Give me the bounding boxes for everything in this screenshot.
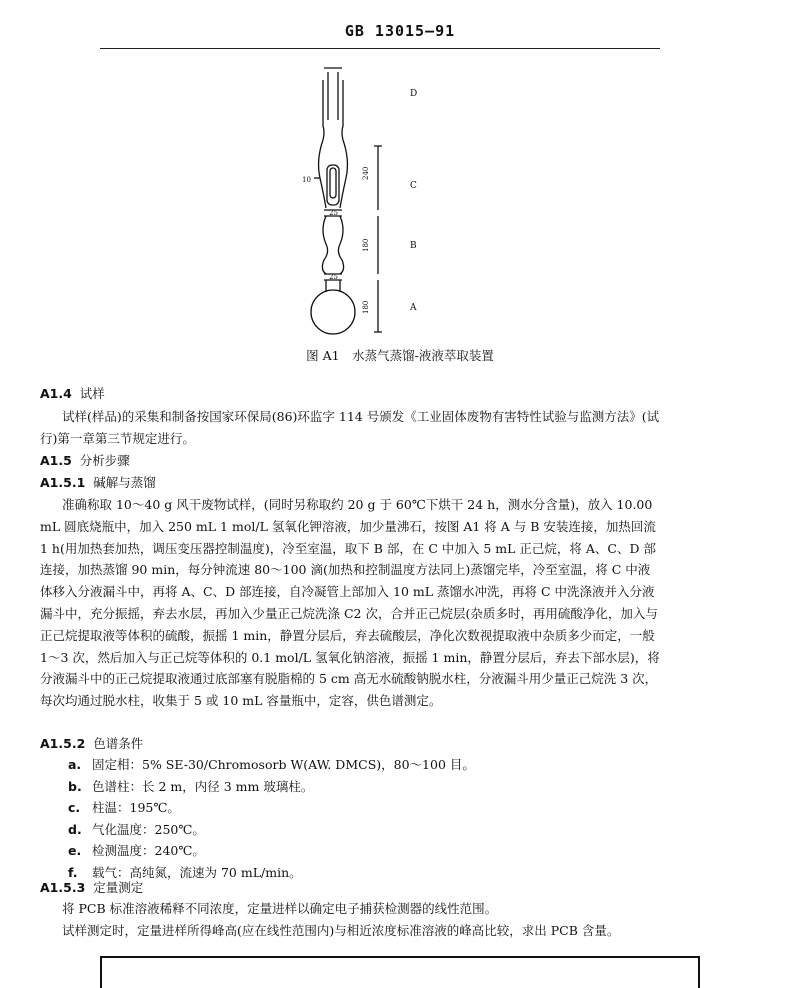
dim-10: 10	[302, 176, 311, 184]
reflux-section	[322, 216, 343, 274]
section-title: 色谱条件	[93, 736, 144, 751]
section-number: A1.5	[40, 453, 72, 468]
section-heading-a1-4	[40, 384, 105, 402]
paragraph-text: 试样(样品)的采集和制备按国家环保局(86)环监字 114 号颁发《工业固体废物有害特性试验与监测方法》(试行)第一章第三节规定进行。	[40, 409, 660, 446]
section-heading-a1-5-3	[40, 878, 143, 896]
paragraph-a1-5-1	[40, 494, 660, 712]
standard-code-header: GB 13015—91	[344, 22, 456, 40]
list-item: f. 载气：高纯氮，流速为 70 mL/min。	[68, 864, 302, 880]
round-bottom-flask	[311, 290, 355, 334]
header-rule	[100, 48, 660, 49]
dim-25-upper: 25	[329, 209, 338, 217]
dim-180-a: 180	[362, 300, 370, 314]
section-number: A1.5.2	[40, 736, 86, 751]
chromatography-conditions-list	[40, 754, 475, 884]
list-item: b. 色谱柱：长 2 m，内径 3 mm 玻璃柱。	[68, 778, 314, 794]
condenser-jacket	[323, 80, 343, 140]
list-item: e. 检测温度：240℃。	[68, 843, 205, 859]
label-c: C	[410, 181, 417, 191]
dim-240: 240	[362, 166, 370, 180]
section-title: 试样	[79, 386, 105, 401]
paragraph-text: 准确称取 10～40 g 风干废物试样，(同时另称取约 20 g 于 60℃下烘干 24 h，测水分含量)，放入 10.00 mL 圆底烧瓶中，加入 250 mL 1 mol/L 氢氧化钾溶液，加少量沸石，按图 A1 将 A 与 B 安装连接，加热回流 1 h(用加热套加热，调压变压器控制温度)，冷至室温，取下 B 部，在 C 中加入 5 mL 正己烷，将 A、C、D 部连接，加热蒸馏 90 min，每分钟流速 80～100 滴(加热和控制温度方法同上)蒸馏完毕，冷至室温，将 C 中液体移入分液漏斗中，再将 A、C、D 部连接，自冷凝管上部加入 10 mL 蒸馏水冲洗，再将 C 中洗涤液并入分液漏斗中，充分振摇，弃去水层，再加入少量正己烷洗涤 C2 次，合并正己烷层(杂质多时，再用硫酸净化，加入与正己烷提取液等体积的硫酸，振摇 1 min，静置分层后，弃去硫酸层，净化次数视提取液中杂质多少而定，一般 1～3 次，然后加入与正己烷等体积的 0.1 mol/L 氢氧化钠溶液，振摇 1 min，静置分层后，弃去下部水层)，将分液漏斗中的正己烷提取液通过底部塞有脱脂棉的 5 cm 高无水硫酸钠脱水柱，分液漏斗用少量正己烷洗 3 次，每次均通过脱水柱，收集于 5 或 10 mL 容量瓶中，定容，供色谱测定。	[40, 497, 660, 709]
apparatus-figure	[280, 60, 460, 340]
label-b: B	[410, 241, 417, 251]
label-a: A	[410, 303, 417, 313]
paragraph-text: 将 PCB 标准溶液稀释不同浓度，定量进样以确定电子捕获检测器的线性范围。	[62, 901, 498, 916]
bottom-frame	[100, 956, 700, 988]
paragraph-a1-4	[40, 406, 660, 450]
section-number: A1.4	[40, 386, 72, 401]
figure-caption: 图 A1 水蒸气蒸馏-液液萃取装置	[306, 348, 494, 363]
list-item: c. 柱温：195℃。	[68, 800, 180, 816]
paragraph-text: 试样测定时，定量进样所得峰高(应在线性范围内)与相近浓度标准溶液的峰高比较，求出 PCB 含量。	[62, 922, 620, 938]
section-title: 分析步骤	[79, 453, 130, 468]
section-heading-a1-5-1	[40, 473, 156, 491]
section-heading-a1-5-2	[40, 734, 143, 752]
section-title: 碱解与蒸馏	[93, 475, 156, 490]
list-item: a. 固定相：5% SE-30/Chromosorb W(AW. DMCS)，80～100 目。	[68, 757, 475, 772]
list-item: d. 气化温度：250℃。	[68, 821, 205, 837]
dim-25-lower: 25	[329, 273, 338, 281]
section-number: A1.5.1	[40, 475, 86, 490]
section-number: A1.5.3	[40, 880, 86, 895]
dim-180-b: 180	[362, 238, 370, 252]
section-heading-a1-5	[40, 451, 130, 469]
section-title: 定量测定	[93, 880, 144, 895]
label-d: D	[410, 89, 418, 99]
paragraph-a1-5-3	[40, 898, 660, 942]
condenser-tube	[328, 72, 338, 120]
